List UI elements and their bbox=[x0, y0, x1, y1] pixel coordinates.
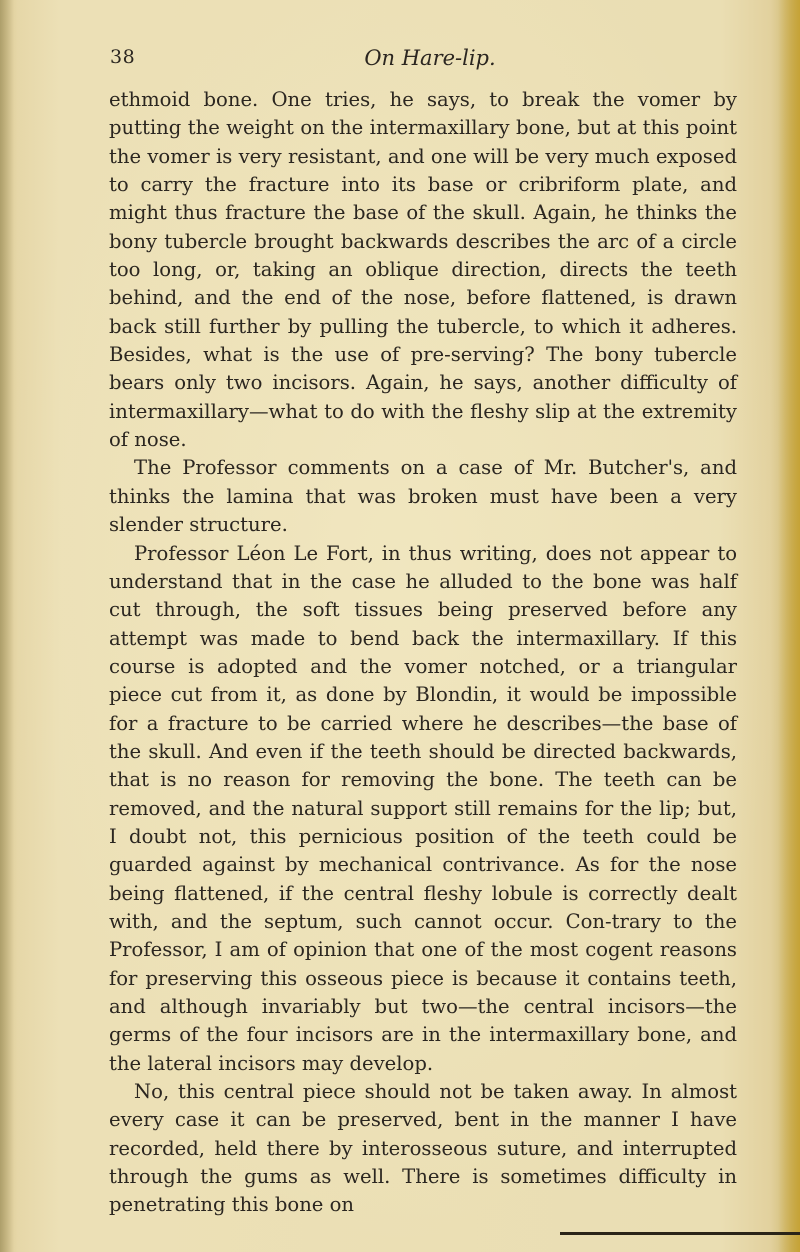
paragraph-3: Professor Léon Le Fort, in thus writing, does not appear to understand that in the case he alluded to the bone was half cut through, the soft tissues being preserved before any attempt was made to bend back the intermaxillary. If this course is adopted and the vomer notched, or a triangular piece cut from it, as done by Blondin, it would be impossible for a fracture to be carried where he describes—the base of the skull. And even if the teeth should be directed backwards, that is no reason for removing the bone. The teeth can be removed, and the natural support still remains for the lip; but, I doubt not, this pernicious position of the teeth could be guarded against by mechanical contrivance. As for the nose being flattened, if the central fleshy lobule is correctly dealt with, and the septum, such cannot occur. Con-trary to the Professor, I am of opinion that one of the most cogent reasons for preserving this osseous piece is because it contains teeth, and although invariably but two—the central incisors—the germs of the four incisors are in the intermaxillary bone, and the lateral incisors may develop. bbox=[109, 541, 737, 1075]
page-gutter-shadow bbox=[0, 0, 14, 1252]
page-header bbox=[110, 46, 730, 82]
running-title: On Hare-lip. bbox=[364, 46, 496, 70]
paragraph-4: No, this central piece should not be taken away. In almost every case it can be preserved, bent in the manner I have recorded, held there by interosseous suture, and interrupted through the gums as well. There is sometimes difficulty in penetrating this bone on bbox=[109, 1080, 737, 1217]
body-text bbox=[109, 86, 737, 1220]
page-edge-discoloration bbox=[778, 0, 800, 1252]
paragraph-2: The Professor comments on a case of Mr. Butcher's, and thinks the lamina that was broken must have been a very slender structure. bbox=[109, 456, 737, 537]
bottom-rule bbox=[560, 1232, 800, 1235]
paragraph-1: ethmoid bone. One tries, he says, to break the vomer by putting the weight on the intermaxillary bone, but at this point the vomer is very resistant, and one will be very much exposed to carry the fracture into its base or cribriform plate, and might thus fracture the base of the skull. Again, he thinks the bony tubercle brought backwards describes the arc of a circle too long, or, taking an oblique direction, directs the teeth behind, and the end of the nose, before flattened, is drawn back still further by pulling the tubercle, to which it adheres. Besides, what is the use of pre-serving? The bony tubercle bears only two incisors. Again, he says, another difficulty of intermaxillary—what to do with the fleshy slip at the extremity of nose. bbox=[109, 88, 737, 452]
page-number: 38 bbox=[110, 46, 136, 68]
